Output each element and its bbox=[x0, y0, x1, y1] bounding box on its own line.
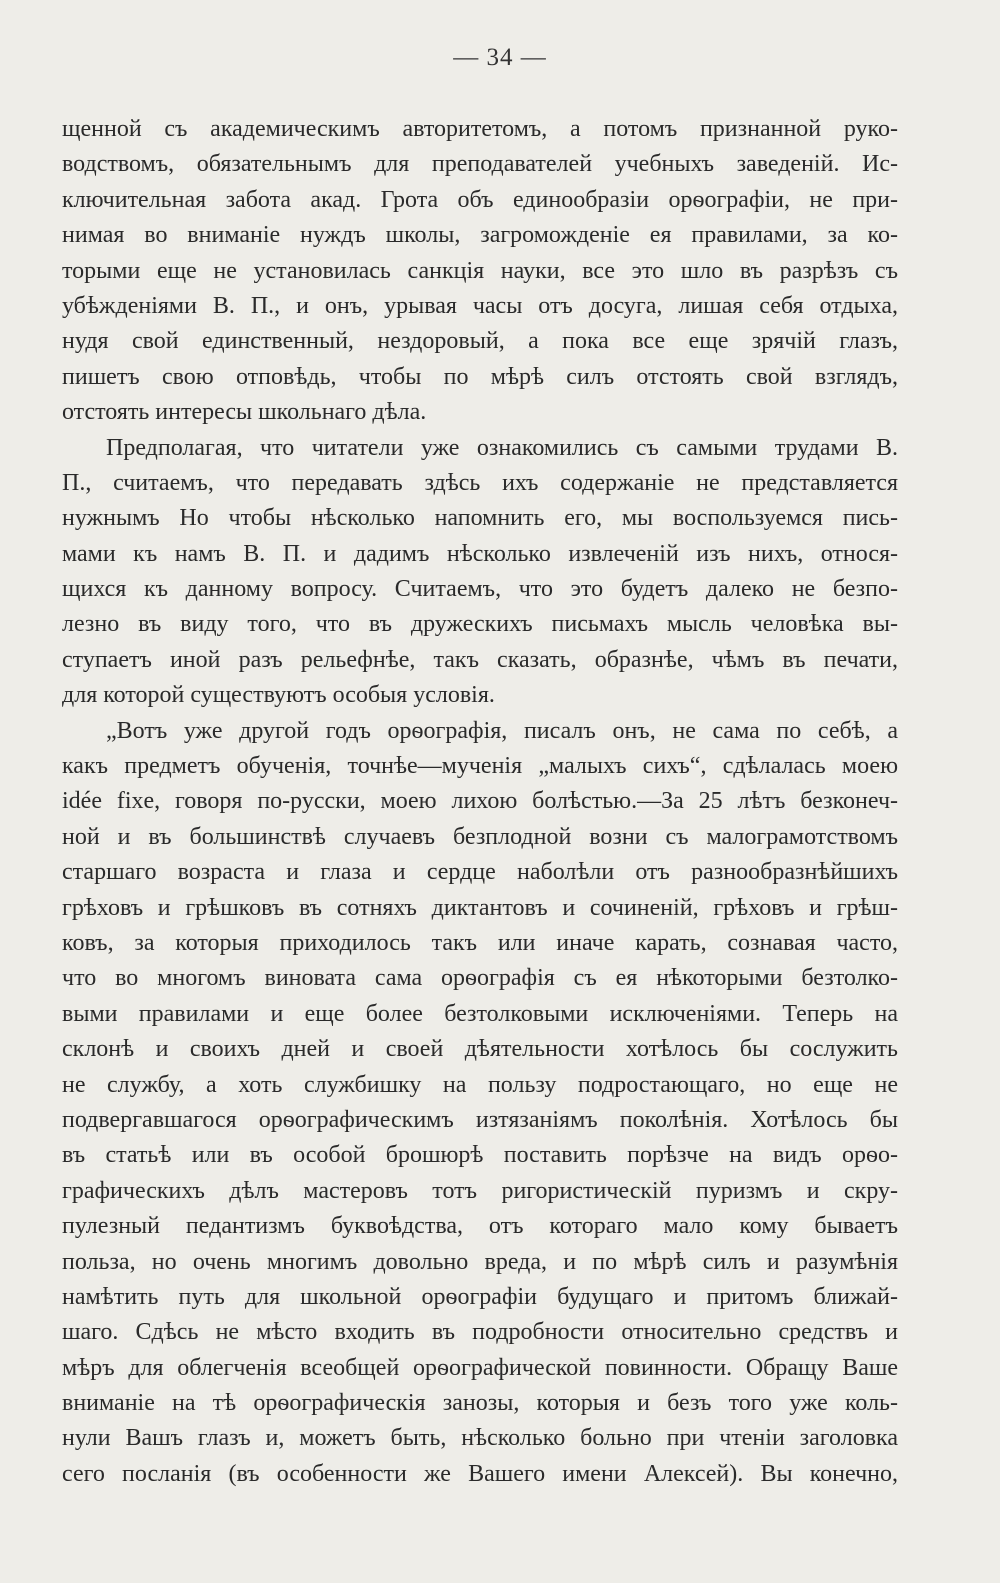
text-line: пулезный педантизмъ буквоѣдства, отъ котораго мало кому бываетъ bbox=[62, 1213, 898, 1240]
text-line: мами къ намъ В. П. и дадимъ нѣсколько извлеченій изъ нихъ, относя- bbox=[62, 540, 898, 567]
text-line: сего посланія (въ особенности же Вашего имени Алексей). Вы конечно, bbox=[62, 1460, 898, 1487]
text-line: грѣховъ и грѣшковъ въ сотняхъ диктантовъ и сочиненій, грѣховъ и грѣш- bbox=[62, 894, 898, 921]
text-line: отстоять интересы школьнаго дѣла. bbox=[62, 399, 427, 426]
text-line: какъ предметъ обученія, точнѣе—мученія „малыхъ сихъ“, сдѣлалась моею bbox=[62, 753, 898, 780]
text-line: склонѣ и своихъ дней и своей дѣятельности хотѣлось бы сослужить bbox=[62, 1036, 898, 1063]
text-line: вниманіе на тѣ орѳографическія занозы, которыя и безъ того уже коль- bbox=[62, 1390, 898, 1417]
paragraph-2 bbox=[62, 431, 898, 714]
text-line: „Вотъ уже другой годъ орѳографія, писалъ онъ, не сама по себѣ, а bbox=[106, 717, 898, 744]
text-line: нужнымъ Но чтобы нѣсколько напомнить его, мы воспользуемся пись- bbox=[62, 505, 898, 532]
text-line: нули Вашъ глазъ и, можетъ быть, нѣсколько больно при чтеніи заголовка bbox=[62, 1425, 898, 1452]
paragraph-1 bbox=[62, 112, 898, 431]
text-line: намѣтить путь для школьной орѳографіи будущаго и притомъ ближай- bbox=[62, 1283, 898, 1310]
text-line: мѣръ для облегченія всеобщей орѳографической повинности. Обращу Ваше bbox=[62, 1354, 898, 1381]
text-line: ключительная забота акад. Грота объ единообразіи орѳографіи, не при- bbox=[62, 186, 898, 213]
text-line: щихся къ данному вопросу. Считаемъ, что это будетъ далеко не безпо- bbox=[62, 576, 898, 603]
text-line: водствомъ, обязательнымъ для преподавателей учебныхъ заведеній. Ис- bbox=[62, 151, 898, 178]
text-line: ковъ, за которыя приходилось такъ или иначе карать, сознавая часто, bbox=[62, 929, 898, 956]
text-line: нимая во вниманіе нуждъ школы, загроможденіе ея правилами, за ко- bbox=[62, 222, 898, 249]
text-line: подвергавшагося орѳографическимъ изтязаніямъ поколѣнія. Хотѣлось бы bbox=[62, 1106, 898, 1133]
paragraph-3 bbox=[62, 714, 898, 1493]
page-text bbox=[62, 112, 898, 1492]
text-line: торыми еще не установилась санкція науки, все это шло въ разрѣзъ съ bbox=[62, 257, 898, 284]
text-line: щенной съ академическимъ авторитетомъ, а потомъ признанной руко- bbox=[62, 116, 898, 142]
page-number: — 34 — bbox=[453, 44, 547, 71]
text-line: убѣжденіями В. П., и онъ, урывая часы отъ досуга, лишая себя отдыха, bbox=[62, 292, 898, 319]
text-line: idée fixe, говоря по-русски, моею лихою болѣстью.—За 25 лѣтъ безконеч- bbox=[62, 788, 898, 815]
text-line: лезно въ виду того, что въ дружескихъ письмахъ мысль человѣка вы- bbox=[62, 611, 898, 638]
text-line: въ статьѣ или въ особой брошюрѣ поставить порѣзче на видъ орѳо- bbox=[62, 1142, 898, 1169]
text-line: Предполагая, что читатели уже ознакомились съ самыми трудами В. bbox=[106, 434, 898, 461]
text-line: шаго. Сдѣсь не мѣсто входить въ подробности относительно средствъ и bbox=[62, 1319, 898, 1346]
text-line: для которой существуютъ особыя условія. bbox=[62, 682, 495, 709]
text-line: ступаетъ иной разъ рельефнѣе, такъ сказать, образнѣе, чѣмъ въ печати, bbox=[62, 646, 898, 673]
text-line: графическихъ дѣлъ мастеровъ тотъ ригористическій пуризмъ и скру- bbox=[62, 1177, 898, 1204]
text-line: старшаго возраста и глаза и сердце наболѣли отъ разнообразнѣйшихъ bbox=[62, 859, 898, 886]
text-line: не службу, а хоть службишку на пользу подростающаго, но еще не bbox=[62, 1071, 898, 1098]
text-line: польза, но очень многимъ довольно вреда, и по мѣрѣ силъ и разумѣнія bbox=[62, 1248, 898, 1275]
text-line: пишетъ свою отповѣдь, чтобы по мѣрѣ силъ отстоять свой взглядъ, bbox=[62, 363, 898, 390]
text-line: ной и въ большинствѣ случаевъ безплодной возни съ малограмотствомъ bbox=[62, 823, 898, 850]
text-line: П., считаемъ, что передавать здѣсь ихъ содержаніе не представляется bbox=[62, 469, 898, 496]
text-line: выми правилами и еще более безтолковыми исключеніями. Теперь на bbox=[62, 1000, 898, 1027]
text-line: что во многомъ виновата сама орѳографія съ ея нѣкоторыми безтолко- bbox=[62, 965, 898, 992]
text-line: нудя свой единственный, нездоровый, а пока все еще зрячій глазъ, bbox=[62, 328, 898, 355]
